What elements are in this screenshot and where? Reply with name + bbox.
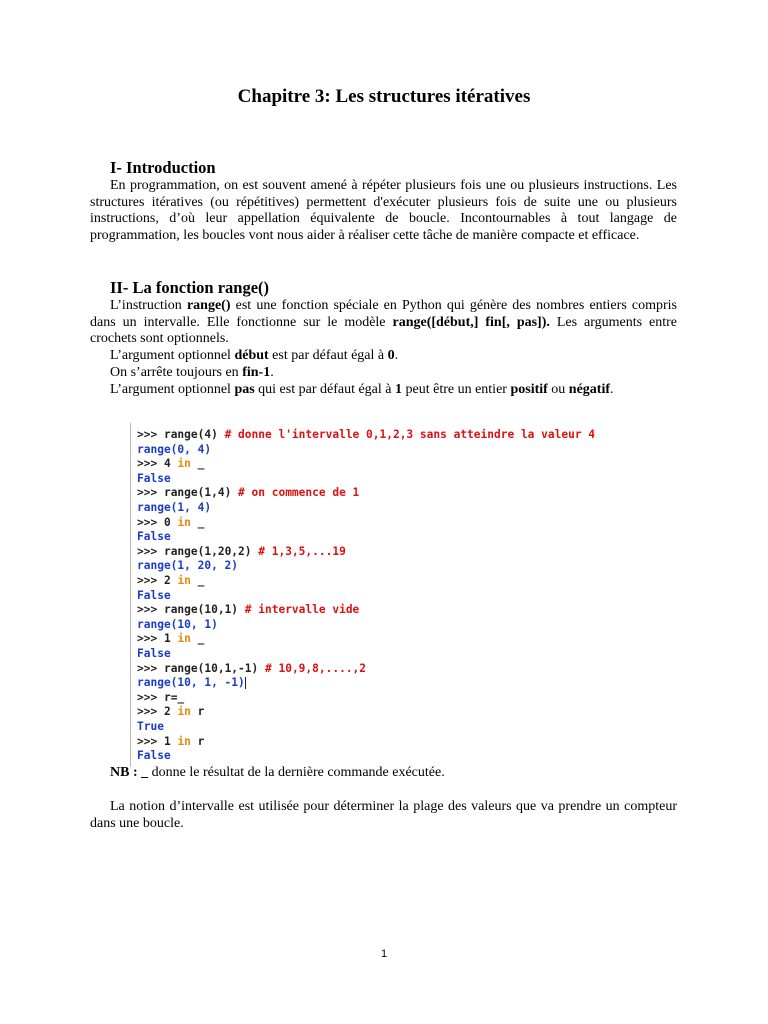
page-title: Chapitre 3: Les structures itératives <box>237 86 531 107</box>
code-command: range(1,20,2) <box>163 544 259 558</box>
code-output: True <box>137 720 164 733</box>
fin-rule-line: On s’arrête toujours en fin-1. <box>110 365 274 380</box>
page-number: 1 <box>380 948 388 960</box>
code-line <box>137 632 204 647</box>
code-line <box>137 676 246 691</box>
code-prompt: >>> <box>137 632 164 646</box>
pas-default-line: L’argument optionnel pas qui est par défaut égal à 1 peut être un entier positif ou négatif. <box>110 382 614 397</box>
code-prompt: >>> <box>137 515 164 529</box>
code-prompt: >>> <box>137 661 164 675</box>
code-line <box>137 428 595 443</box>
code-line <box>137 662 366 677</box>
code-comment: # 1,3,5,...19 <box>258 544 346 558</box>
code-command: 4 <box>163 457 178 471</box>
code-output: False <box>137 588 171 602</box>
code-command: r <box>190 705 205 719</box>
code-keyword: in <box>177 632 191 646</box>
code-output: range(0, 4) <box>137 442 212 456</box>
code-keyword: in <box>177 734 191 748</box>
code-comment: # on commence de 1 <box>238 486 360 500</box>
section-heading-range: II- La fonction range() <box>110 278 270 297</box>
code-line <box>137 516 204 531</box>
code-output: range(10, 1, -1) <box>137 676 245 690</box>
code-prompt: >>> <box>137 486 164 500</box>
code-command: 1 <box>163 734 178 748</box>
intro-paragraph: En programmation, on est souvent amené à répéter plusieurs fois une ou plusieurs instructions. Les structures itératives (ou répétitives) permettent d'exécuter plusieurs fois de suite une ou plusieurs instructions, d’où leur appellation équivalente de boucle. Incontournables à tout langage de programmation, les boucles vont nous aider à réaliser cette tâche de manière compacte et efficace. <box>90 178 677 243</box>
conclusion-paragraph: La notion d’intervalle est utilisée pour déterminer la plage des valeurs que va prendre un compteur dans une boucle. <box>90 799 677 831</box>
code-line <box>137 472 171 487</box>
code-command: range(10,1,-1) <box>163 661 265 675</box>
code-line <box>137 574 204 589</box>
code-output: False <box>137 530 171 544</box>
code-command: 2 <box>163 705 178 719</box>
code-comment: # intervalle vide <box>244 603 360 617</box>
code-command: _ <box>190 457 205 471</box>
range-paragraph: L’instruction range() est une fonction spéciale en Python qui génère des nombres entiers compris dans un intervalle. Elle fonctionne sur le modèle range([début,] fin[, pas]). Les arguments entre crochets sont optionnels. <box>90 298 678 346</box>
code-line <box>137 545 346 560</box>
code-command: r=_ <box>163 690 185 704</box>
code-command: range(4) <box>163 428 225 441</box>
code-command: 0 <box>163 515 178 529</box>
code-line <box>137 647 171 662</box>
code-line <box>137 618 218 633</box>
code-line <box>137 691 184 706</box>
code-prompt: >>> <box>137 690 164 704</box>
code-command: _ <box>190 632 205 646</box>
code-line <box>137 486 359 501</box>
code-prompt: >>> <box>137 603 164 617</box>
code-keyword: in <box>177 457 191 471</box>
code-output: False <box>137 749 171 763</box>
code-output: range(1, 4) <box>137 501 212 514</box>
code-line <box>137 603 359 618</box>
code-command: r <box>190 734 205 748</box>
code-keyword: in <box>177 705 191 719</box>
code-prompt: >>> <box>137 428 164 441</box>
code-line <box>137 530 171 545</box>
code-output: False <box>137 471 171 485</box>
python-shell-screenshot <box>130 423 691 767</box>
code-line <box>137 443 211 458</box>
code-command: range(1,4) <box>163 486 239 500</box>
code-command: range(10,1) <box>163 603 245 617</box>
code-line <box>137 559 238 574</box>
code-keyword: in <box>177 574 191 587</box>
code-line <box>137 589 171 604</box>
code-prompt: >>> <box>137 705 164 719</box>
code-comment: # donne l'intervalle 0,1,2,3 sans atteindre la valeur 4 <box>224 428 596 441</box>
code-command: 1 <box>163 632 178 646</box>
code-line <box>137 720 164 735</box>
code-output: False <box>137 647 171 660</box>
code-command: _ <box>190 574 205 587</box>
code-line <box>137 705 204 720</box>
code-output: range(10, 1) <box>137 617 218 631</box>
code-keyword: in <box>177 515 191 529</box>
code-command: _ <box>190 515 205 529</box>
code-prompt: >>> <box>137 544 164 558</box>
code-command: 2 <box>163 574 178 587</box>
code-line <box>137 501 211 516</box>
section-heading-introduction: I- Introduction <box>110 158 216 177</box>
code-line <box>137 457 204 472</box>
code-line <box>137 749 171 764</box>
code-line <box>137 735 204 750</box>
code-prompt: >>> <box>137 457 164 471</box>
code-prompt: >>> <box>137 734 164 748</box>
text-cursor <box>245 677 246 689</box>
code-comment: # 10,9,8,....,2 <box>265 661 367 675</box>
code-output: range(1, 20, 2) <box>137 559 239 573</box>
debut-default-line: L’argument optionnel début est par défaut égal à 0. <box>110 348 399 363</box>
code-prompt: >>> <box>137 574 164 587</box>
nb-note: NB : _ donne le résultat de la dernière commande exécutée. <box>110 765 445 780</box>
